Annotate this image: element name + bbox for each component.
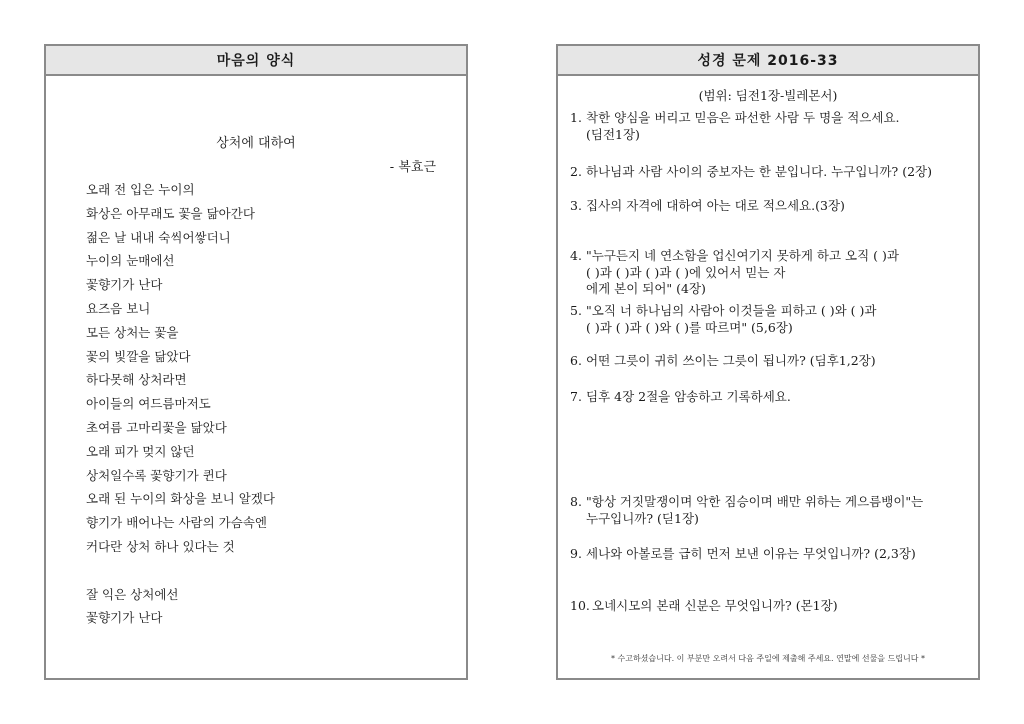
question-6 <box>570 353 970 370</box>
poem-line: 모든 상처는 꽃을 <box>86 324 179 340</box>
question-text: "오직 너 하나님의 사람아 이것들을 피하고 ( )와 ( )과 <box>586 303 877 318</box>
question-number: 5. <box>570 303 582 318</box>
question-8 <box>570 494 970 527</box>
question-number: 2. <box>570 164 582 179</box>
poem-line: 향기가 배어나는 사람의 가슴속엔 <box>86 515 267 531</box>
question-text: 착한 양심을 버리고 믿음은 파선한 사람 두 명을 적으세요. <box>586 110 900 125</box>
question-text: 오네시모의 본래 신분은 무엇입니까? (몬1장) <box>592 598 838 613</box>
poem-panel-header: 마음의 양식 <box>46 46 466 76</box>
question-number: 6. <box>570 353 582 368</box>
poem-title: 상처에 대하여 <box>216 136 296 151</box>
question-10 <box>570 598 970 615</box>
question-7 <box>570 389 970 406</box>
question-text: 딤후 4장 2절을 암송하고 기록하세요. <box>586 389 791 404</box>
submission-note: * 수고하셨습니다. 이 부분만 오려서 다음 주일에 제출해 주세요. 연말에 선물을 드립니다 * <box>610 654 926 663</box>
question-text: 집사의 자격에 대하여 아는 대로 적으세요.(3장) <box>586 198 845 213</box>
question-5 <box>570 303 970 336</box>
question-number: 8. <box>570 494 582 509</box>
poem-line: 오래 된 누이의 화상을 보니 알겠다 <box>86 491 275 507</box>
question-number: 1. <box>570 110 582 125</box>
question-4 <box>570 248 970 298</box>
poem-line: 아이들의 여드름마저도 <box>86 396 211 412</box>
poem-panel <box>44 44 468 680</box>
question-number: 7. <box>570 389 582 404</box>
question-3 <box>570 198 970 215</box>
quiz-range: (범위: 딤전1장-빌레몬서) <box>698 88 838 103</box>
question-text: 세나와 아볼로를 급히 먼저 보낸 이유는 무엇입니까? (2,3장) <box>586 546 916 561</box>
question-number: 4. <box>570 248 582 263</box>
poem-line: 오래 피가 멎지 않던 <box>86 443 195 459</box>
poem-author: - 복효근 <box>389 160 436 175</box>
question-text: "누구든지 네 연소함을 업신여기지 못하게 하고 오직 ( )과 <box>586 248 899 263</box>
question-text: ( )과 ( )과 ( )와 ( )를 따르며" (5,6장) <box>586 319 793 335</box>
question-text: 누구입니까? (딛1장) <box>586 510 699 526</box>
poem-line: 요즈음 보니 <box>86 300 151 316</box>
poem-line: 커다란 상처 하나 있다는 것 <box>86 538 235 554</box>
question-number: 9. <box>570 546 582 561</box>
question-text: 어떤 그릇이 귀히 쓰이는 그릇이 됩니까? (딤후1,2장) <box>586 353 876 368</box>
question-text: (딤전1장) <box>586 126 640 142</box>
question-number: 10. <box>570 598 590 613</box>
poem-line: 꽃향기가 난다 <box>86 277 163 293</box>
quiz-panel-header: 성경 문제 2016-33 <box>558 46 978 76</box>
quiz-panel <box>556 44 980 680</box>
poem-line: 오래 전 입은 누이의 <box>86 182 195 197</box>
question-2 <box>570 164 970 181</box>
poem-line: 하다못해 상처라면 <box>86 372 187 388</box>
poem-line: 꽃향기가 난다 <box>86 610 163 626</box>
poem-line: 누이의 눈매에선 <box>86 253 175 269</box>
question-1 <box>570 110 970 143</box>
stanza-break <box>86 559 275 583</box>
question-text: 하나님과 사람 사이의 중보자는 한 분입니다. 누구입니까? (2장) <box>586 164 932 179</box>
poem-line: 상처일수록 꽃향기가 퀸다 <box>86 467 227 483</box>
poem-line: 초여름 고마리꽃을 닮았다 <box>86 419 227 435</box>
poem-line: 꽃의 빛깔을 닮았다 <box>86 348 191 364</box>
poem-line: 화상은 아무래도 꽃을 닮아간다 <box>86 205 255 221</box>
question-text: 에게 본이 되어" (4장) <box>586 281 706 296</box>
question-text: "항상 거짓말쟁이며 악한 짐승이며 배만 위하는 게으름뱅이"는 <box>586 494 924 509</box>
poem-body <box>86 178 275 630</box>
poem-line: 젊은 날 내내 숙씩어쌓더니 <box>86 229 231 245</box>
question-text: ( )과 ( )과 ( )과 ( )에 있어서 믿는 자 <box>586 264 786 280</box>
poem-line: 잘 익은 상처에선 <box>86 586 179 602</box>
question-number: 3. <box>570 198 582 213</box>
question-9 <box>570 546 970 563</box>
